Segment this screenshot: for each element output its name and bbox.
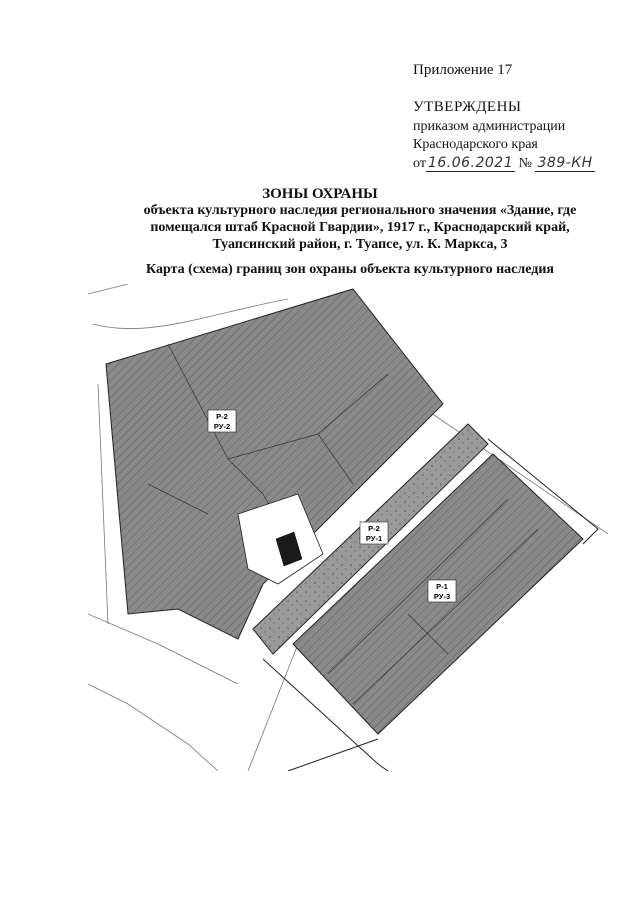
zone-label-r2-ru2-code: Р-2 [216, 412, 228, 421]
zone-label-r1-ru3-sub: РУ-3 [433, 592, 451, 601]
date-prefix: от [413, 156, 426, 171]
zone-map [88, 284, 620, 771]
zone-label-r2-ru2 [208, 410, 236, 432]
zone-label-r2-ru1 [360, 522, 388, 544]
approved-by-line2: Краснодарского края [413, 137, 538, 152]
number-prefix: № [518, 156, 532, 171]
approved-by-line1: приказом администрации [413, 119, 566, 134]
subtitle-line2: помещался штаб Красной Гвардии», 1917 г., Краснодарский край, [150, 220, 570, 235]
order-date: 16.06.2021 [427, 155, 514, 171]
approved-title: УТВЕРЖДЕНЫ [413, 99, 522, 115]
subtitle-line1: объекта культурного наследия регионального значения «Здание, где [143, 203, 577, 218]
approval-block [413, 98, 595, 173]
order-number: 389-КН [537, 155, 593, 171]
zone-label-r2-ru1-code: Р-2 [368, 524, 380, 533]
subtitle-line3: Туапсинский район, г. Туапсе, ул. К. Маркса, 3 [212, 237, 508, 252]
document-subtitle [100, 202, 620, 253]
zone-map-drawing [88, 284, 620, 771]
document-title: ЗОНЫ ОХРАНЫ [262, 186, 378, 202]
appendix-label: Приложение 17 [413, 62, 513, 78]
map-caption: Карта (схема) границ зон охраны объекта культурного наследия [146, 262, 554, 277]
zone-label-r1-ru3-code: Р-1 [436, 582, 448, 591]
zone-label-r1-ru3 [428, 580, 456, 602]
zone-label-r2-ru1-sub: РУ-1 [365, 534, 383, 543]
order-line [413, 154, 595, 173]
zone-label-r2-ru2-sub: РУ-2 [213, 422, 231, 431]
